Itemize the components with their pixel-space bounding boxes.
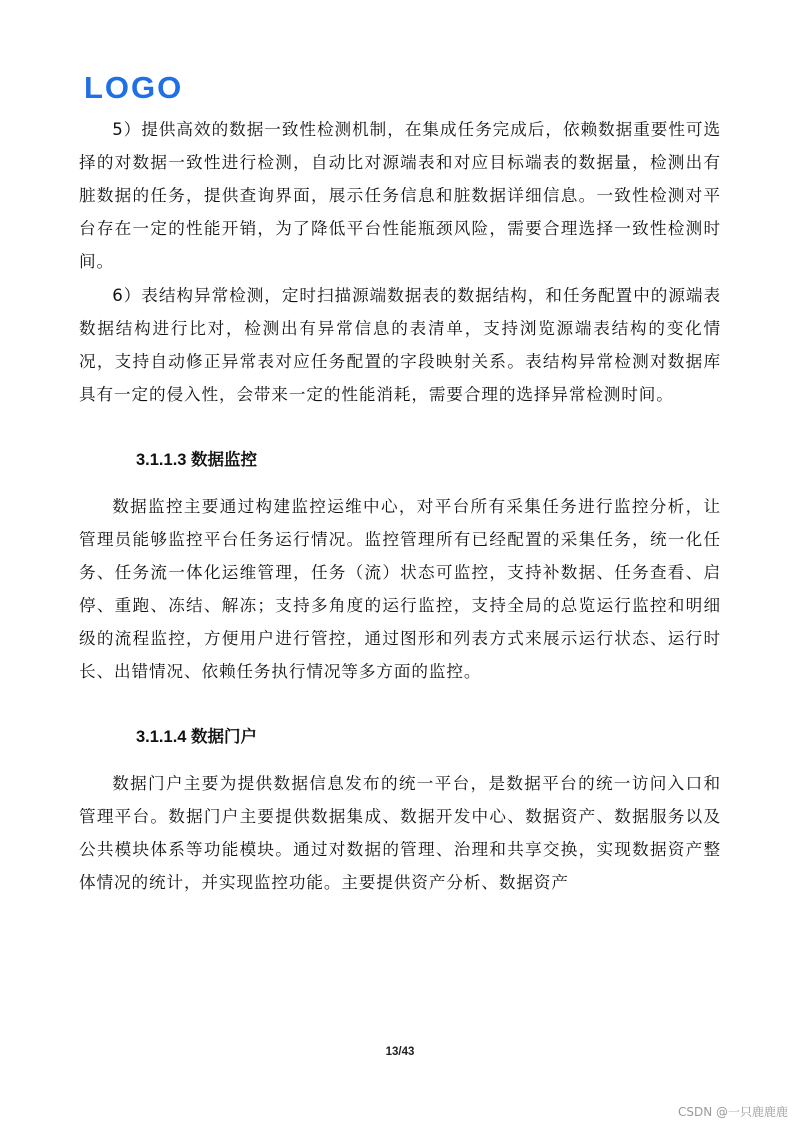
document-body [79,113,721,899]
section-heading-data-monitor: 3.1.1.3 数据监控 [136,451,258,469]
watermark: CSDN @一只鹿鹿鹿 [677,1105,788,1119]
logo [84,70,194,104]
logo-graphic [84,70,194,104]
paragraph-data-portal: 数据门户主要为提供数据信息发布的统一平台，是数据平台的统一访问入口和管理平台。数据门户主要提供数据集成、数据开发中心、数据资产、数据服务以及公共模块体系等功能模块。通过对数据的管理、治理和共享交换，实现数据资产整体情况的统计，并实现监控功能。主要提供资产分析、数据资产 [79,774,721,892]
paragraph-data-monitor: 数据监控主要通过构建监控运维中心，对平台所有采集任务进行监控分析，让管理员能够监控平台任务运行情况。监控管理所有已经配置的采集任务，统一化任务、任务流一体化运维管理，任务（流）状态可监控，支持补数据、任务查看、启停、重跑、冻结、解冻；支持多角度的运行监控，支持全局的总览运行监控和明细级的流程监控，方便用户进行管控，通过图形和列表方式来展示运行状态、运行时长、出错情况、依赖任务执行情况等多方面的监控。 [79,497,721,681]
paragraph-item-6: 6）表结构异常检测，定时扫描源端数据表的数据结构，和任务配置中的源端表数据结构进行比对，检测出有异常信息的表清单，支持浏览源端表结构的变化情况，支持自动修正异常表对应任务配置的字段映射关系。表结构异常检测对数据库具有一定的侵入性，会带来一定的性能消耗，需要合理的选择异常检测时间。 [79,286,721,404]
logo-text: LOGO [84,70,184,104]
paragraph-item-5: 5）提供高效的数据一致性检测机制，在集成任务完成后，依赖数据重要性可选择的对数据一致性进行检测，自动比对源端表和对应目标端表的数据量，检测出有脏数据的任务，提供查询界面，展示任务信息和脏数据详细信息。一致性检测对平台存在一定的性能开销，为了降低平台性能瓶颈风险，需要合理选择一致性检测时间。 [79,120,721,271]
section-heading-data-portal: 3.1.1.4 数据门户 [136,728,258,746]
page-number: 13/43 [385,1046,415,1058]
